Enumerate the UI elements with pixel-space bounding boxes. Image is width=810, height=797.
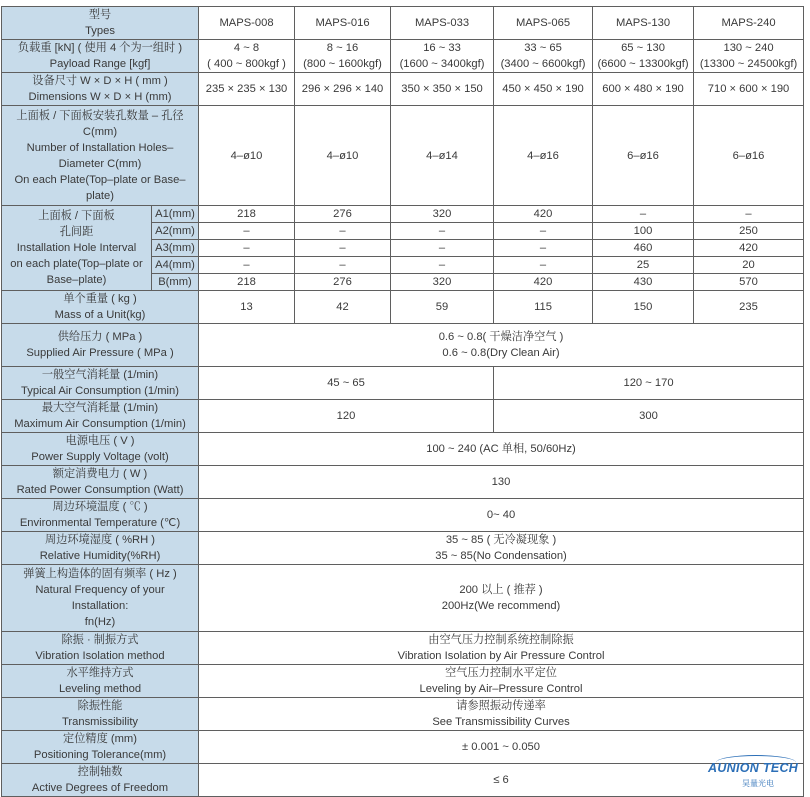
interval-cell: –	[295, 223, 391, 240]
dimensions-label: 设备尺寸 W × D × H ( mm ) Dimensions W × D × H (mm)	[2, 73, 199, 106]
temperature-row	[2, 499, 804, 532]
interval-cell: –	[199, 257, 295, 274]
interval-cell: 420	[694, 240, 804, 257]
interval-cell: –	[494, 257, 593, 274]
interval-cell: 25	[593, 257, 694, 274]
typical-air-small: 45 ~ 65	[199, 367, 494, 400]
power-row	[2, 466, 804, 499]
mass-row	[2, 291, 804, 324]
leveling-row	[2, 665, 804, 698]
interval-cell: 218	[199, 206, 295, 223]
interval-cell: –	[295, 257, 391, 274]
dof-value: ≤ 6	[199, 764, 804, 797]
transmissibility-value: 请参照振动传递率 See Transmissibility Curves	[199, 698, 804, 731]
holes-cell: 4–ø10	[199, 106, 295, 206]
transmissibility-label: 除振性能 Transmissibility	[2, 698, 199, 731]
dimensions-row	[2, 73, 804, 106]
interval-cell: 430	[593, 274, 694, 291]
interval-cell: –	[295, 240, 391, 257]
transmissibility-row	[2, 698, 804, 731]
voltage-label: 电源电压 ( V ) Power Supply Voltage (volt)	[2, 433, 199, 466]
interval-sublabel: A1(mm)	[152, 206, 199, 223]
model-cell: MAPS-033	[391, 7, 494, 40]
mass-cell: 42	[295, 291, 391, 324]
air-pressure-row	[2, 324, 804, 367]
interval-cell: –	[391, 223, 494, 240]
isolation-row	[2, 632, 804, 665]
holes-row	[2, 106, 804, 206]
mass-cell: 13	[199, 291, 295, 324]
interval-cell: 250	[694, 223, 804, 240]
max-air-row	[2, 400, 804, 433]
interval-cell: –	[694, 206, 804, 223]
holes-cell: 6–ø16	[593, 106, 694, 206]
holes-cell: 4–ø16	[494, 106, 593, 206]
interval-cell: –	[494, 223, 593, 240]
frequency-value: 200 以上 ( 推荐 ) 200Hz(We recommend)	[199, 565, 804, 632]
mass-cell: 59	[391, 291, 494, 324]
model-cell: MAPS-240	[694, 7, 804, 40]
interval-cell: –	[199, 223, 295, 240]
model-cell: MAPS-008	[199, 7, 295, 40]
logo-brand: AUNION TECH	[708, 761, 799, 775]
interval-cell: 320	[391, 274, 494, 291]
types-row	[2, 7, 804, 40]
frequency-row	[2, 565, 804, 632]
mass-cell: 115	[494, 291, 593, 324]
interval-cell: 276	[295, 206, 391, 223]
interval-cell: –	[199, 240, 295, 257]
interval-cell: 218	[199, 274, 295, 291]
interval-row-a1	[2, 206, 804, 223]
interval-sublabel: B(mm)	[152, 274, 199, 291]
max-air-label: 最大空气消耗量 (1/min) Maximum Air Consumption (1/min)	[2, 400, 199, 433]
interval-sublabel: A4(mm)	[152, 257, 199, 274]
payload-cell: 33 ~ 65 (3400 ~ 6600kgf)	[494, 40, 593, 73]
payload-row	[2, 40, 804, 73]
interval-cell: 420	[494, 274, 593, 291]
interval-sublabel: A2(mm)	[152, 223, 199, 240]
interval-cell: –	[391, 240, 494, 257]
dof-row	[2, 764, 804, 797]
tolerance-label: 定位精度 (mm) Positioning Tolerance(mm)	[2, 731, 199, 764]
holes-cell: 6–ø16	[694, 106, 804, 206]
payload-cell: 8 ~ 16 (800 ~ 1600kgf)	[295, 40, 391, 73]
interval-cell: 20	[694, 257, 804, 274]
dimensions-cell: 710 × 600 × 190	[694, 73, 804, 106]
aunion-tech-logo	[706, 761, 802, 791]
model-cell: MAPS-016	[295, 7, 391, 40]
power-label: 额定消费电力 ( W ) Rated Power Consumption (Watt)	[2, 466, 199, 499]
interval-cell: –	[391, 257, 494, 274]
humidity-value: 35 ~ 85 ( 无冷凝现象 ) 35 ~ 85(No Condensation)	[199, 532, 804, 565]
tolerance-value: ± 0.001 ~ 0.050	[199, 731, 804, 764]
model-cell: MAPS-065	[494, 7, 593, 40]
frequency-label: 弹簧上构造体的固有频率 ( Hz ) Natural Frequency of your Installation: fn(Hz)	[2, 565, 199, 632]
leveling-label: 水平维持方式 Leveling method	[2, 665, 199, 698]
holes-label: 上面板 / 下面板安装孔数量 – 孔径 C(mm) Number of Installation Holes– Diameter C(mm) On each Plate(Top–plate or Base– plate)	[2, 106, 199, 206]
isolation-label: 除振 · 制振方式 Vibration Isolation method	[2, 632, 199, 665]
voltage-value: 100 ~ 240 (AC 单相, 50/60Hz)	[199, 433, 804, 466]
holes-cell: 4–ø10	[295, 106, 391, 206]
humidity-row	[2, 532, 804, 565]
payload-cell: 4 ~ 8 ( 400 ~ 800kgf )	[199, 40, 295, 73]
leveling-value: 空气压力控制水平定位 Leveling by Air–Pressure Control	[199, 665, 804, 698]
dimensions-cell: 296 × 296 × 140	[295, 73, 391, 106]
interval-label: 上面板 / 下面板 孔间距 Installation Hole Interval on each plate(Top–plate or Base–plate)	[2, 206, 152, 291]
interval-cell: 420	[494, 206, 593, 223]
temperature-value: 0~ 40	[199, 499, 804, 532]
dimensions-cell: 235 × 235 × 130	[199, 73, 295, 106]
power-value: 130	[199, 466, 804, 499]
max-air-small: 120	[199, 400, 494, 433]
mass-cell: 150	[593, 291, 694, 324]
mass-label: 单个重量 ( kg ) Mass of a Unit(kg)	[2, 291, 199, 324]
dimensions-cell: 600 × 480 × 190	[593, 73, 694, 106]
payload-cell: 130 ~ 240 (13300 ~ 24500kgf)	[694, 40, 804, 73]
payload-label: 负载重 [kN] ( 使用 4 个为一组时 ) Payload Range [kgf]	[2, 40, 199, 73]
types-label: 型号 Types	[2, 7, 199, 40]
spec-table	[1, 6, 804, 797]
tolerance-row	[2, 731, 804, 764]
temperature-label: 周边环境温度 ( ℃ ) Environmental Temperature (℃)	[2, 499, 199, 532]
typical-air-label: 一般空气消耗量 (1/min) Typical Air Consumption (1/min)	[2, 367, 199, 400]
holes-cell: 4–ø14	[391, 106, 494, 206]
interval-cell: –	[494, 240, 593, 257]
voltage-row	[2, 433, 804, 466]
humidity-label: 周边环境湿度 ( %RH ) Relative Humidity(%RH)	[2, 532, 199, 565]
dimensions-cell: 450 × 450 × 190	[494, 73, 593, 106]
mass-cell: 235	[694, 291, 804, 324]
model-cell: MAPS-130	[593, 7, 694, 40]
interval-cell: 320	[391, 206, 494, 223]
payload-cell: 16 ~ 33 (1600 ~ 3400kgf)	[391, 40, 494, 73]
max-air-large: 300	[494, 400, 804, 433]
dimensions-cell: 350 × 350 × 150	[391, 73, 494, 106]
payload-cell: 65 ~ 130 (6600 ~ 13300kgf)	[593, 40, 694, 73]
air-pressure-value: 0.6 ~ 0.8( 干燥洁净空气 ) 0.6 ~ 0.8(Dry Clean Air)	[199, 324, 804, 367]
isolation-value: 由空气压力控制系统控制除振 Vibration Isolation by Air Pressure Control	[199, 632, 804, 665]
interval-cell: 460	[593, 240, 694, 257]
interval-cell: 276	[295, 274, 391, 291]
interval-sublabel: A3(mm)	[152, 240, 199, 257]
dof-label: 控制轴数 Active Degrees of Freedom	[2, 764, 199, 797]
interval-cell: 570	[694, 274, 804, 291]
typical-air-row	[2, 367, 804, 400]
interval-cell: 100	[593, 223, 694, 240]
interval-cell: –	[593, 206, 694, 223]
typical-air-large: 120 ~ 170	[494, 367, 804, 400]
air-pressure-label: 供给压力 ( MPa ) Supplied Air Pressure ( MPa )	[2, 324, 199, 367]
logo-subtitle: 昊量光电	[742, 779, 774, 788]
